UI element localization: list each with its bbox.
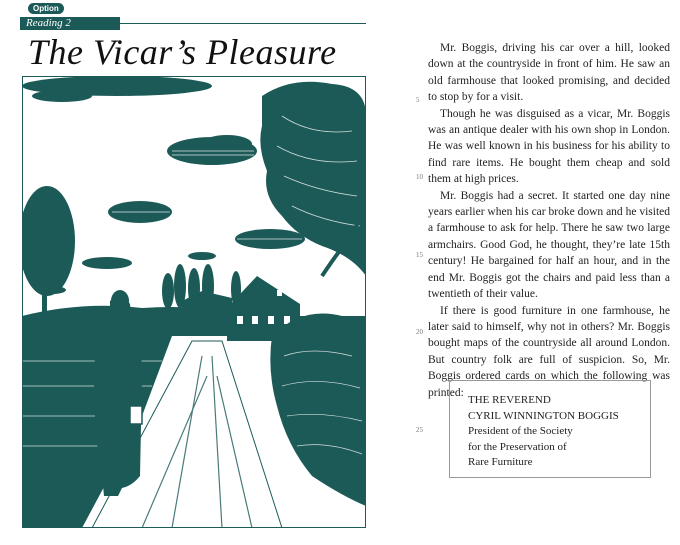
line-number: 15 xyxy=(416,251,423,259)
line-number: 25 xyxy=(416,426,423,434)
header-rule xyxy=(120,23,366,24)
option-badge: Option xyxy=(28,3,64,14)
article-paragraph: Though he was disguised as a vicar, Mr. Boggis was an antique dealer with his own shop in London. He was well known in his business for his ability to find rare items. He bought them cheap and sold them at high prices. xyxy=(428,107,670,186)
card-line: President of the Society xyxy=(468,425,573,438)
card-line: CYRIL WINNINGTON BOGGIS xyxy=(468,409,619,422)
article-paragraph: If there is good furniture in one farmhouse, he later said to himself, why not in others? Mr. Boggis bought maps of the countryside all around London. But country folk are full of suspicion. So, Mr. Boggis ordered cards on which the following was printed: xyxy=(428,304,670,399)
line-number: 10 xyxy=(416,173,423,181)
page-title: The Vicar’s Pleasure xyxy=(28,32,337,72)
article-body xyxy=(428,40,670,401)
article-paragraph: Mr. Boggis, driving his car over a hill, looked down at the countryside in front of him. He saw an old farmhouse that looked promising, and decided to stop by for a visit. xyxy=(428,42,670,104)
reading-label: Reading 2 xyxy=(20,17,120,30)
article-paragraph: Mr. Boggis had a secret. It started one day nine years earlier when his car broke down and he visited a farmhouse to ask for help. There he saw two large armchairs. Good God, he thought, they’re late 15th century! He bargained for half an hour, and in the end Mr. Boggis got the chairs and paid less than a twentieth of their value. xyxy=(428,189,670,301)
card-line: for the Preservation of xyxy=(468,440,567,453)
woodcut-illustration-icon xyxy=(22,76,366,528)
card-line: THE REVEREND xyxy=(468,394,551,406)
line-number: 5 xyxy=(416,96,420,104)
line-number: 20 xyxy=(416,328,423,336)
printed-card xyxy=(449,380,651,478)
card-line: Rare Furniture xyxy=(468,456,533,469)
